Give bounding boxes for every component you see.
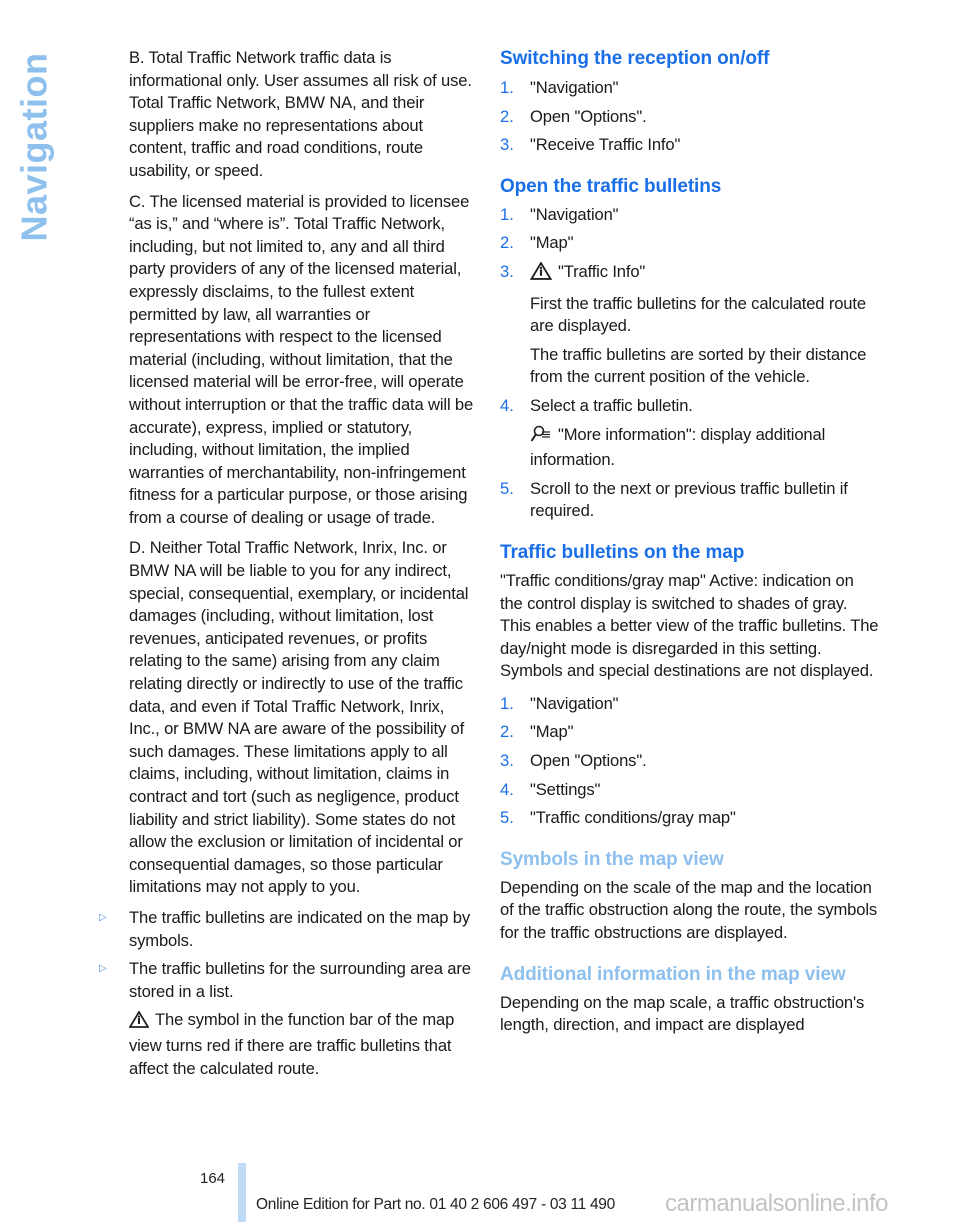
steps-gray-map <box>500 693 880 830</box>
heading-switching-reception: Switching the reception on/off <box>500 48 770 69</box>
bullet-note-text: The symbol in the function bar of the map view turns red if there are traffic bulletins that affect the calculated route. <box>129 1010 455 1078</box>
step-number: 1. <box>500 693 514 713</box>
list-item <box>500 106 880 129</box>
list-item <box>500 395 880 472</box>
step-number: 1. <box>500 204 514 224</box>
steps-open-bulletins <box>500 204 880 523</box>
step-number: 4. <box>500 779 514 799</box>
more-information-icon <box>530 425 552 450</box>
page-number: 164 <box>200 1170 226 1187</box>
step-text: "Navigation" <box>530 204 619 224</box>
bullet-item <box>99 907 477 952</box>
paragraph-b: B. Total Traffic Network traffic data is informational only. User assumes all risk of use. Total Traffic Network, BMW NA, and their suppliers make no representations about content, traffic and road conditions, route usability, or speed. <box>129 48 472 180</box>
step-text: Scroll to the next or previous traffic bulletin if required. <box>530 478 848 521</box>
step-number: 1. <box>500 78 514 97</box>
step-note <box>530 424 880 472</box>
list-item <box>500 261 880 389</box>
step-text: Select a traffic bulletin. <box>530 395 693 415</box>
list-item <box>500 721 880 744</box>
chapter-title: Navigation <box>14 52 55 242</box>
step-number: 5. <box>500 808 514 828</box>
traffic-warning-icon <box>530 262 552 287</box>
symbols-map-view-body: Depending on the scale of the map and the location of the traffic obstruction along the route, the symbols for the traffic obstructions are displayed. <box>500 877 878 943</box>
paragraph-d: D. Neither Total Traffic Network, Inrix, Inc. or BMW NA will be liable to you for any indirect, special, consequential, exemplary, or incidental damages (including, without limitation, lost revenues, anticipated revenues, or profits relating to the same) arising from any claim relating directly or indirectly to use of the traffic data, and even if Total Traffic Network, Inrix, Inc., or BMW NA are aware of the possibility of such damages. These limitations apply to all claims, including, without limitation, claims in contract and tort (such as negligence, product liability and strict liability). Some states do not allow the exclusion or limitation of incidental or consequential damages, so those particular limitations may not apply to you. <box>129 538 469 897</box>
triangle-bullet-icon: ▷ <box>99 963 107 975</box>
additional-info-body: Depending on the map scale, a traffic obstruction's length, direction, and impact are displayed <box>500 992 865 1035</box>
list-item <box>500 693 880 716</box>
heading-open-bulletins: Open the traffic bulletins <box>500 175 722 197</box>
step-text: Open "Options". <box>530 106 647 126</box>
right-column <box>500 47 880 1045</box>
list-item <box>500 77 880 100</box>
traffic-warning-icon <box>129 1011 149 1035</box>
left-column <box>99 47 477 1086</box>
list-item <box>500 478 880 523</box>
steps-switching-reception <box>500 77 880 157</box>
heading-additional-info: Additional information in the map view <box>500 963 846 985</box>
step-note: First the traffic bulletins for the calculated route are displayed. <box>530 293 866 336</box>
bullet-note <box>129 1009 477 1080</box>
step-text: "Map" <box>530 722 574 742</box>
watermark: carmanualsonline.info <box>665 1190 888 1217</box>
step-number: 3. <box>500 261 514 281</box>
step-text: "Settings" <box>530 779 601 799</box>
step-number: 2. <box>500 722 514 742</box>
step-number: 2. <box>500 106 514 126</box>
edition-text: Online Edition for Part no. 01 40 2 606 497 - 03 11 490 <box>256 1196 615 1213</box>
step-note: The traffic bulletins are sorted by their distance from the current position of the vehicle. <box>530 344 867 387</box>
list-item <box>500 750 880 773</box>
heading-symbols-map-view: Symbols in the map view <box>500 848 724 870</box>
step-number: 5. <box>500 478 514 498</box>
heading-bulletins-on-map: Traffic bulletins on the map <box>500 541 745 563</box>
step-text: Open "Options". <box>530 751 647 771</box>
list-item <box>500 134 880 157</box>
list-item <box>500 232 880 255</box>
step-number: 3. <box>500 751 514 771</box>
bullet-text: The traffic bulletins are indicated on the map by symbols. <box>129 907 471 950</box>
step-number: 3. <box>500 135 514 155</box>
chapter-side-tab <box>4 42 66 252</box>
step-text: "Navigation" <box>530 693 619 713</box>
step-number: 2. <box>500 233 514 253</box>
list-item <box>500 779 880 802</box>
bulletins-on-map-body: "Traffic conditions/gray map" Active: indication on the control display is switched to shades of gray. This enables a better view of the traffic bulletins. The day/night mode is disregarded in this setting. Symbols and special destinations are not displayed. <box>500 570 879 681</box>
step-note-text: "More information": display additional information. <box>530 424 826 470</box>
step-text: "Traffic Info" <box>558 261 646 281</box>
footer-divider <box>238 1163 246 1222</box>
step-number: 4. <box>500 395 514 415</box>
bullet-text: The traffic bulletins for the surrounding area are stored in a list. <box>129 959 471 1001</box>
step-text: "Traffic conditions/gray map" <box>530 808 736 828</box>
paragraph-c: C. The licensed material is provided to licensee “as is,” and “where is”. Total Traffic Network, including, but not limited to, any and all third party providers of any of the licensed material, expressly disclaims, to the fullest extent permitted by law, all warranties or representations with respect to the licensed material (including, without limitation, that the licensed material will be error-free, will operate without interruption or that the traffic data will be accurate), express, implied or statutory, including, without limitation, the implied warranties of merchantability, non-infringement fitness for a particular purpose, or those arising from a course of dealing or usage of trade. <box>129 191 474 527</box>
bullet-item <box>99 958 477 1080</box>
step-text: "Map" <box>530 233 574 253</box>
list-item <box>500 807 880 830</box>
step-text: "Receive Traffic Info" <box>530 135 681 155</box>
step-text: "Navigation" <box>530 78 619 97</box>
list-item <box>500 204 880 227</box>
triangle-bullet-icon: ▷ <box>99 911 107 923</box>
